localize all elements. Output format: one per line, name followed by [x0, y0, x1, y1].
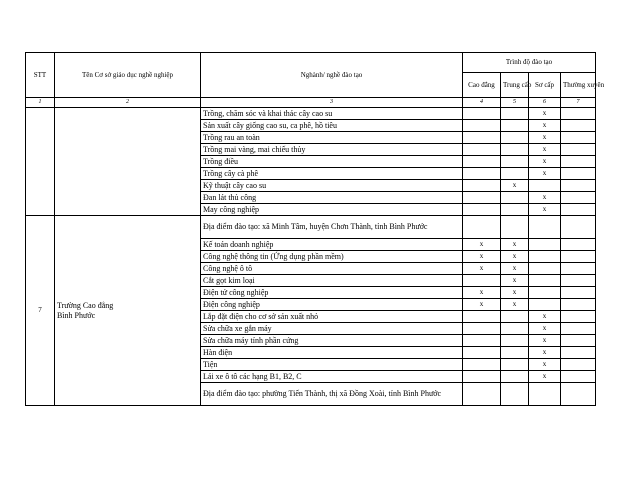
level-mark-sc: x [529, 311, 561, 323]
level-mark-tx [561, 311, 596, 323]
level-mark-sc: x [529, 108, 561, 120]
level-mark-sc: x [529, 347, 561, 359]
level-mark-cd: x [463, 239, 501, 251]
level-mark-tc [501, 323, 529, 335]
level-mark-tc [501, 383, 529, 406]
level-mark-cd [463, 359, 501, 371]
level-mark-tc [501, 168, 529, 180]
program-name: Sản xuất cây giống cao su, ca phê, hồ tiêu [201, 120, 463, 132]
level-mark-cd [463, 347, 501, 359]
level-mark-tc [501, 192, 529, 204]
column-number: 6 [529, 98, 561, 108]
level-mark-sc: x [529, 204, 561, 216]
level-mark-sc: x [529, 335, 561, 347]
level-mark-tx [561, 275, 596, 287]
program-name: Sửa chữa máy tính phần cứng [201, 335, 463, 347]
program-name: Trồng điều [201, 156, 463, 168]
level-mark-sc: x [529, 156, 561, 168]
level-mark-cd [463, 311, 501, 323]
level-mark-tx [561, 216, 596, 239]
level-mark-tx [561, 359, 596, 371]
level-mark-sc: x [529, 144, 561, 156]
level-mark-cd [463, 216, 501, 239]
program-name: Địa điểm đào tạo: phường Tiến Thành, thị xã Đồng Xoài, tỉnh Bình Phước [201, 383, 463, 406]
level-mark-sc [529, 383, 561, 406]
level-mark-tc [501, 347, 529, 359]
level-mark-tx [561, 192, 596, 204]
level-mark-cd: x [463, 263, 501, 275]
level-mark-tc: x [501, 263, 529, 275]
level-mark-sc: x [529, 371, 561, 383]
level-mark-tx [561, 263, 596, 275]
program-name: Đan lát thủ công [201, 192, 463, 204]
program-name: Công nghệ ô tô [201, 263, 463, 275]
level-mark-tx [561, 251, 596, 263]
level-mark-tx [561, 287, 596, 299]
level-mark-cd [463, 180, 501, 192]
program-name: Trồng, chăm sóc và khai thác cây cao su [201, 108, 463, 120]
program-name: Lắp đặt điện cho cơ sở sản xuất nhỏ [201, 311, 463, 323]
level-mark-tc: x [501, 287, 529, 299]
program-name: Kế toán doanh nghiệp [201, 239, 463, 251]
header-program: Nghành/ nghề đào tạo [201, 53, 463, 98]
program-name: Điện tử công nghiệp [201, 287, 463, 299]
level-mark-tc: x [501, 180, 529, 192]
level-mark-tx [561, 180, 596, 192]
level-mark-tx [561, 383, 596, 406]
header-level-cao-dang: Cao đẳng [463, 73, 501, 98]
level-mark-tc: x [501, 299, 529, 311]
column-number: 1 [26, 98, 55, 108]
level-mark-sc: x [529, 132, 561, 144]
level-mark-cd: x [463, 287, 501, 299]
header-stt: STT [26, 53, 55, 98]
level-mark-tc [501, 335, 529, 347]
level-mark-cd [463, 204, 501, 216]
level-mark-sc [529, 180, 561, 192]
level-mark-tc [501, 156, 529, 168]
level-mark-tx [561, 108, 596, 120]
level-mark-cd [463, 156, 501, 168]
level-mark-tx [561, 156, 596, 168]
level-mark-cd [463, 371, 501, 383]
level-mark-sc [529, 287, 561, 299]
level-mark-tx [561, 299, 596, 311]
level-mark-cd [463, 335, 501, 347]
level-mark-cd [463, 144, 501, 156]
program-name: Lái xe ô tô các hạng B1, B2, C [201, 371, 463, 383]
level-mark-sc: x [529, 323, 561, 335]
program-name: Sửa chữa xe gắn máy [201, 323, 463, 335]
stt-number: 7 [26, 216, 55, 406]
level-mark-sc: x [529, 120, 561, 132]
column-number: 3 [201, 98, 463, 108]
header-level-so-cap: Sơ cấp [529, 73, 561, 98]
level-mark-tc [501, 359, 529, 371]
level-mark-tc [501, 108, 529, 120]
level-mark-tx [561, 323, 596, 335]
level-mark-tx [561, 371, 596, 383]
level-mark-tx [561, 347, 596, 359]
stt-cell-continued [26, 108, 55, 216]
level-mark-tc [501, 311, 529, 323]
program-name: Trồng cây cà phê [201, 168, 463, 180]
level-mark-tc: x [501, 251, 529, 263]
level-mark-tc [501, 132, 529, 144]
level-mark-cd [463, 120, 501, 132]
level-mark-tc [501, 120, 529, 132]
level-mark-cd [463, 108, 501, 120]
column-number: 5 [501, 98, 529, 108]
level-mark-tc [501, 371, 529, 383]
level-mark-tx [561, 144, 596, 156]
table-row [26, 108, 596, 120]
level-mark-cd [463, 168, 501, 180]
level-mark-tc [501, 144, 529, 156]
level-mark-tx [561, 335, 596, 347]
program-name: Tiện [201, 359, 463, 371]
level-mark-tx [561, 132, 596, 144]
level-mark-sc [529, 251, 561, 263]
training-table [25, 52, 605, 406]
level-mark-tx [561, 239, 596, 251]
program-name: Điện công nghiệp [201, 299, 463, 311]
level-mark-cd [463, 275, 501, 287]
level-mark-tc [501, 216, 529, 239]
level-mark-tc: x [501, 239, 529, 251]
level-mark-sc [529, 263, 561, 275]
table-row [26, 216, 596, 239]
level-mark-cd [463, 192, 501, 204]
level-mark-cd [463, 383, 501, 406]
level-mark-sc: x [529, 168, 561, 180]
level-mark-sc: x [529, 359, 561, 371]
header-level: Trình độ đào tạo [463, 53, 596, 73]
program-name: May công nghiệp [201, 204, 463, 216]
level-mark-sc [529, 216, 561, 239]
program-name: Địa điểm đào tạo: xã Minh Tâm, huyện Chơn Thành, tỉnh Bình Phước [201, 216, 463, 239]
column-number-row [26, 98, 596, 108]
level-mark-cd: x [463, 299, 501, 311]
program-name: Công nghệ thông tin (Ứng dụng phần mềm) [201, 251, 463, 263]
level-mark-tx [561, 168, 596, 180]
column-number: 7 [561, 98, 596, 108]
program-name: Hàn điện [201, 347, 463, 359]
column-number: 4 [463, 98, 501, 108]
header-level-trung-cap: Trung cấp [501, 73, 529, 98]
level-mark-cd: x [463, 251, 501, 263]
level-mark-tx [561, 120, 596, 132]
level-mark-sc [529, 299, 561, 311]
program-name: Kỹ thuật cây cao su [201, 180, 463, 192]
program-name: Cắt gọt kim loại [201, 275, 463, 287]
header-school: Tên Cơ sở giáo dục nghề nghiệp [55, 53, 201, 98]
level-mark-cd [463, 132, 501, 144]
header-level-thuong-xuyen: Thường xuyên [561, 73, 596, 98]
level-mark-sc [529, 275, 561, 287]
level-mark-tc: x [501, 275, 529, 287]
column-number: 2 [55, 98, 201, 108]
level-mark-tc [501, 204, 529, 216]
level-mark-cd [463, 323, 501, 335]
level-mark-sc: x [529, 192, 561, 204]
program-name: Trồng rau an toàn [201, 132, 463, 144]
level-mark-tx [561, 204, 596, 216]
school-cell-continued [55, 108, 201, 216]
program-name: Trồng mai vàng, mai chiếu thủy [201, 144, 463, 156]
school-name: Trường Cao đẳng Bình Phước [55, 216, 201, 406]
level-mark-sc [529, 239, 561, 251]
